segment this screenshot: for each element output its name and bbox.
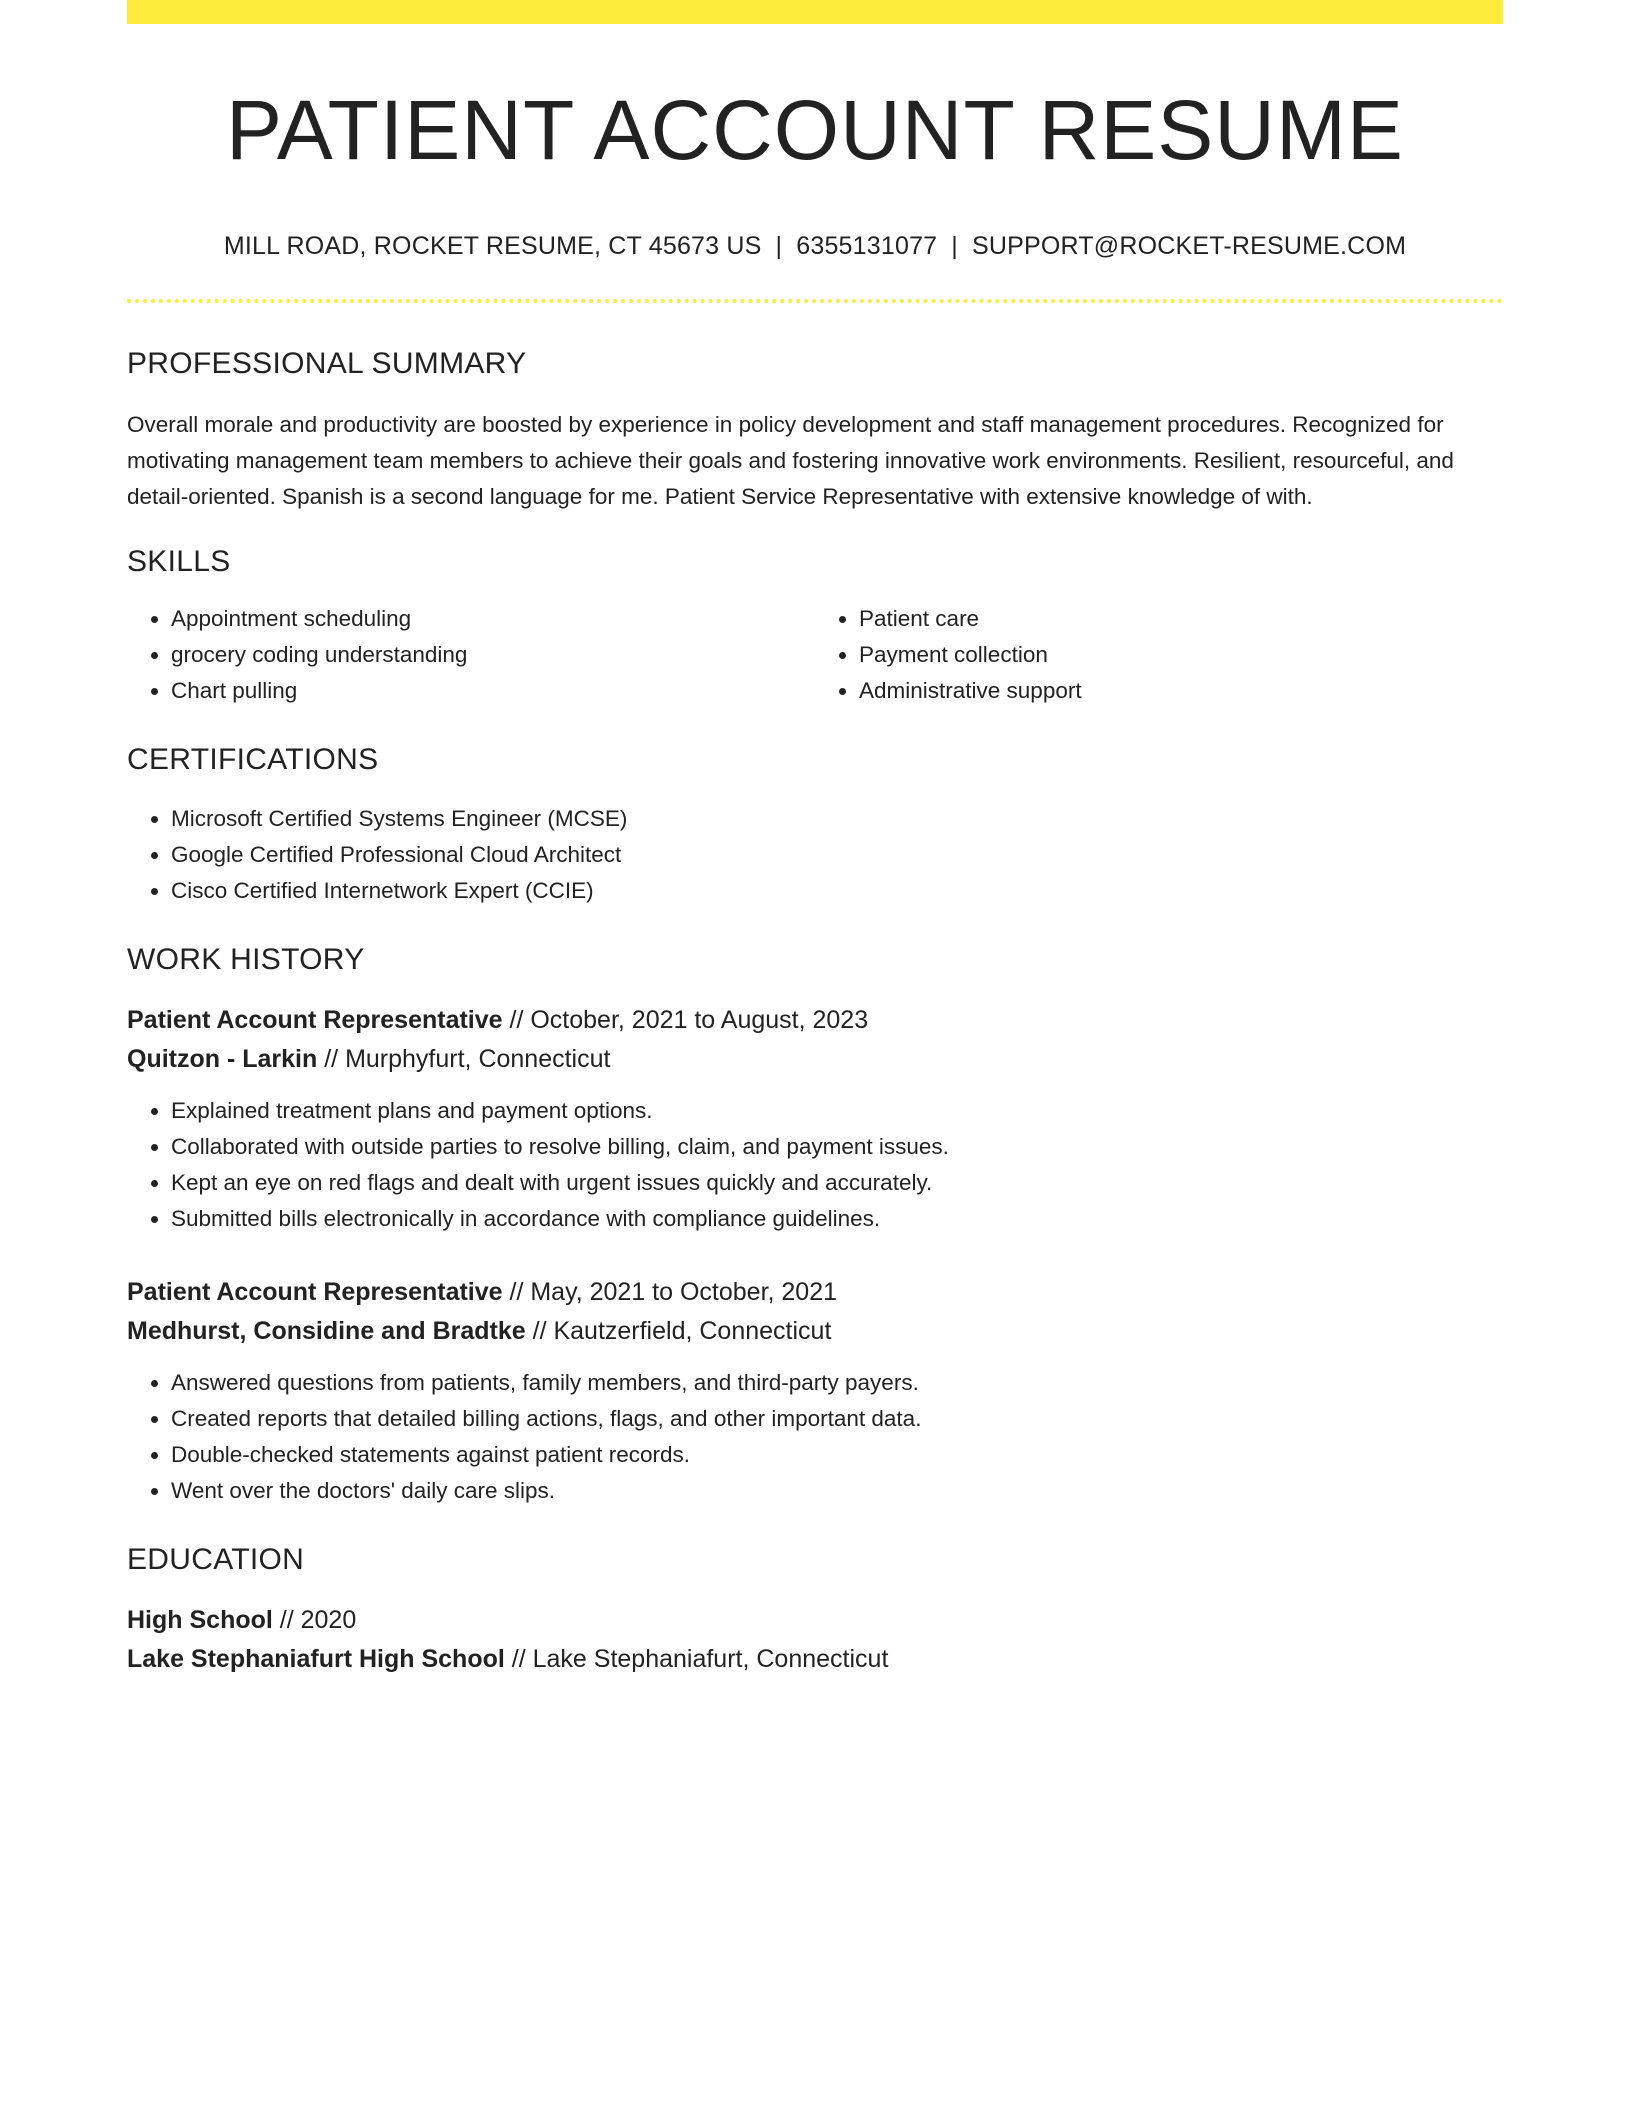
contact-separator: | bbox=[951, 232, 958, 261]
skill-item: • Payment collection bbox=[859, 637, 1503, 673]
job-role-line bbox=[127, 1273, 1503, 1312]
education-entry bbox=[127, 1601, 1503, 1679]
contact-email: SUPPORT@ROCKET-RESUME.COM bbox=[971, 232, 1407, 261]
resume-title: PATIENT ACCOUNT RESUME bbox=[226, 83, 1404, 177]
job-company-line bbox=[127, 1040, 1503, 1079]
summary-text: Overall morale and productivity are boosted by experience in policy development and staff management procedures. Recognized for motivating management team members to achieve their goals and fostering innovative work environments. Resilient, resourceful, and detail-oriented. Spanish is a second language for me. Patient Service Representative with extensive knowledge of with. bbox=[127, 412, 1454, 510]
job-company: Quitzon - Larkin bbox=[127, 1045, 318, 1074]
education-degree-line bbox=[127, 1601, 1503, 1640]
accent-top-bar bbox=[127, 0, 1503, 24]
contact-phone: 6355131077 bbox=[796, 232, 938, 261]
education-school: Lake Stephaniafurt High School bbox=[127, 1645, 505, 1674]
section-title-education: EDUCATION bbox=[127, 1543, 305, 1577]
education-school-line bbox=[127, 1640, 1503, 1679]
job-entry bbox=[127, 1001, 1503, 1237]
education-location: // Lake Stephaniafurt, Connecticut bbox=[504, 1645, 889, 1674]
contact-address: MILL ROAD, ROCKET RESUME, CT 45673 US bbox=[223, 232, 762, 261]
skill-item: • Patient care bbox=[859, 601, 1503, 637]
education-degree: High School bbox=[127, 1606, 273, 1635]
job-duties-list bbox=[127, 1365, 1503, 1509]
certification-item: • Google Certified Professional Cloud Architect bbox=[171, 837, 1503, 873]
job-duties-list bbox=[127, 1093, 1503, 1237]
job-duty: • Double-checked statements against patient records. bbox=[171, 1437, 1503, 1473]
skills-grid bbox=[127, 601, 1503, 709]
skill-item: • grocery coding understanding bbox=[171, 637, 815, 673]
certification-item: • Microsoft Certified Systems Engineer (MCSE) bbox=[171, 801, 1503, 837]
skills-list-right bbox=[815, 601, 1503, 709]
dotted-divider bbox=[127, 299, 1503, 303]
job-role-line bbox=[127, 1001, 1503, 1040]
job-duty: • Explained treatment plans and payment options. bbox=[171, 1093, 1503, 1129]
skills-list-left bbox=[127, 601, 815, 709]
skill-item: • Chart pulling bbox=[171, 673, 815, 709]
job-company-line bbox=[127, 1312, 1503, 1351]
certification-item: • Cisco Certified Internetwork Expert (CCIE) bbox=[171, 873, 1503, 909]
skill-item: • Appointment scheduling bbox=[171, 601, 815, 637]
job-location: // Kautzerfield, Connecticut bbox=[525, 1317, 832, 1346]
job-duty: • Created reports that detailed billing actions, flags, and other important data. bbox=[171, 1401, 1503, 1437]
job-duty: • Answered questions from patients, family members, and third-party payers. bbox=[171, 1365, 1503, 1401]
section-title-work-history: WORK HISTORY bbox=[127, 943, 365, 977]
job-duty: • Went over the doctors' daily care slips. bbox=[171, 1473, 1503, 1509]
job-location: // Murphyfurt, Connecticut bbox=[317, 1045, 611, 1074]
job-role: Patient Account Representative bbox=[127, 1006, 503, 1035]
skill-item: • Administrative support bbox=[859, 673, 1503, 709]
job-company: Medhurst, Considine and Bradtke bbox=[127, 1317, 526, 1346]
job-entry bbox=[127, 1273, 1503, 1509]
job-dates: // October, 2021 to August, 2023 bbox=[502, 1006, 869, 1035]
job-duty: • Submitted bills electronically in accordance with compliance guidelines. bbox=[171, 1201, 1503, 1237]
section-title-certifications: CERTIFICATIONS bbox=[127, 743, 379, 777]
resume-page bbox=[127, 0, 1503, 1679]
education-year: // 2020 bbox=[272, 1606, 357, 1635]
section-title-skills: SKILLS bbox=[127, 545, 231, 579]
job-role: Patient Account Representative bbox=[127, 1278, 503, 1307]
job-dates: // May, 2021 to October, 2021 bbox=[502, 1278, 838, 1307]
job-duty: • Kept an eye on red flags and dealt with urgent issues quickly and accurately. bbox=[171, 1165, 1503, 1201]
section-title-summary: PROFESSIONAL SUMMARY bbox=[127, 347, 527, 381]
contact-separator: | bbox=[775, 232, 783, 261]
job-duty: • Collaborated with outside parties to resolve billing, claim, and payment issues. bbox=[171, 1129, 1503, 1165]
contact-line bbox=[127, 232, 1503, 261]
certifications-list bbox=[127, 801, 1503, 909]
